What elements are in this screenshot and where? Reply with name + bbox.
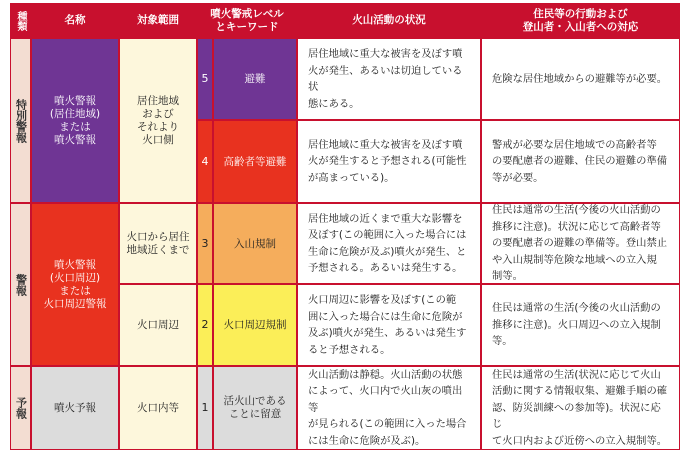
name-eruption-warning-crater (32, 204, 118, 365)
keyword-line: 避難 (244, 73, 266, 85)
kind-special-warning: 特別警報 (11, 39, 30, 202)
level-5-keyword (214, 39, 296, 119)
activity-line: 予想される。あるいは発生する。 (308, 262, 463, 274)
response-line: や入山規制等危険な地域への立入規 (492, 253, 657, 266)
header-kind-label: 種類 (15, 10, 26, 31)
name-line: 噴火警報 (54, 94, 96, 107)
response-line: 等。 (492, 335, 513, 348)
target-line: 火口内等 (137, 402, 179, 414)
level-4-keyword (214, 121, 296, 202)
response-line: 住民は通常の生活(今後の火山活動の (492, 302, 661, 315)
level-2-response (482, 285, 679, 365)
activity-line: ると予想される。 (308, 343, 391, 356)
header-response (482, 4, 679, 37)
name-line: または (59, 120, 91, 133)
keyword-line: 活火山である (223, 395, 287, 407)
name-line: 噴火予報 (54, 402, 96, 414)
level-3-number: 3 (198, 204, 212, 283)
name-line: 火口周辺警報 (43, 297, 107, 310)
response-line: 推移に注意)。状況に応じて高齢者等 (492, 220, 661, 233)
kind-forecast: 予報 (11, 367, 30, 449)
keyword-line: 高齢者等避難 (223, 155, 287, 168)
header-kind (11, 4, 30, 37)
level-2-keyword (214, 285, 296, 365)
header-level-keyword (198, 4, 296, 37)
target-line: 火口から居住 (126, 230, 190, 243)
activity-line: 態にある。 (308, 97, 360, 110)
activity-line: には生命に危険が及ぶ)。 (308, 434, 426, 447)
name-line: (火口周辺) (49, 271, 101, 284)
activity-line: によって、火口内で火山灰の噴出等 (308, 385, 463, 414)
level-3-keyword (214, 204, 296, 283)
level-1-keyword (214, 367, 296, 449)
name-eruption-forecast (32, 367, 118, 449)
target-line: 火口周辺 (137, 319, 179, 331)
header-name: 名称 (32, 4, 118, 37)
header-response-line1: 住民等の行動および (533, 7, 628, 20)
level-4-number: 4 (198, 121, 212, 202)
keyword-line: 火口周辺規制 (223, 319, 287, 331)
activity-line: 囲に入った場合には生命に危険が (308, 310, 463, 323)
level-2-activity (298, 285, 480, 365)
level-4-response (482, 121, 679, 202)
name-eruption-warning-residential (32, 39, 118, 202)
level-2-number: 2 (198, 285, 212, 365)
activity-line: 火が発生、あるいは切迫している状 (308, 64, 463, 93)
activity-line: 火口周辺に影響を及ぼす(この範 (308, 294, 457, 306)
response-line: 等が必要。 (492, 171, 544, 184)
activity-line: 火山活動は静穏。火山活動の状態 (308, 368, 463, 381)
keyword-line: 入山規制 (234, 237, 276, 250)
volcanic-alert-level-table (10, 3, 680, 450)
kind-warning: 警報 (11, 204, 30, 365)
header-target: 対象範囲 (120, 4, 196, 37)
activity-line: 居住地域の近くまで重大な影響を (308, 212, 463, 225)
target-line: 火口側 (142, 133, 174, 146)
level-4-activity (298, 121, 480, 202)
response-line: 住民は通常の生活(今後の火山活動の (492, 204, 661, 217)
target-line: それより (137, 120, 179, 133)
target-residential-and-crater-side (120, 39, 196, 202)
level-5-number: 5 (198, 39, 212, 119)
level-3-response (482, 204, 679, 283)
header-activity: 火山活動の状況 (298, 4, 480, 37)
response-line: 警戒が必要な居住地域での高齢者等 (492, 138, 657, 151)
keyword-line: ことに留意 (228, 408, 282, 420)
activity-line: が見られる(この範囲に入った場合 (308, 418, 467, 431)
level-1-response (482, 367, 679, 449)
response-line: 住民は通常の生活(状況に応じて火山 (492, 368, 661, 381)
target-crater-to-near-residential (120, 204, 196, 283)
level-1-activity (298, 367, 480, 449)
activity-line: 居住地域に重大な被害を及ぼす噴 (308, 138, 463, 151)
response-line: 推移に注意)。火口周辺への立入規制 (492, 318, 661, 331)
response-line: の要配慮者の避難、住民の避難の準備 (492, 155, 668, 168)
response-line: 活動に関する情報収集、避難手順の確 (492, 385, 668, 398)
level-5-response (482, 39, 679, 119)
name-line: 噴火警報 (54, 133, 96, 146)
activity-line: 居住地域に重大な被害を及ぼす噴 (308, 48, 463, 60)
response-line: て火口内および近傍への立入規制等。 (492, 434, 668, 447)
activity-line: 及ぶ)噴火が発生、あるいは発生す (308, 327, 467, 339)
activity-line: 生命に危険が及ぶ)噴火が発生、と (308, 245, 467, 258)
name-line: 噴火警報 (54, 258, 96, 271)
header-response-line2: 登山者・入山者への対応 (522, 20, 639, 33)
response-line: の要配慮者の避難の準備等。登山禁止 (492, 237, 668, 250)
target-line: 地域近くまで (126, 243, 190, 256)
name-line: または (59, 284, 91, 297)
target-line: 居住地域 (137, 94, 179, 107)
activity-line: 火が発生すると予想される(可能性 (308, 155, 467, 168)
target-crater-vicinity (120, 285, 196, 365)
level-1-number: 1 (198, 367, 212, 449)
target-inside-crater (120, 367, 196, 449)
activity-line: 及ぼす(この範囲に入った場合には (308, 229, 467, 241)
header-level-keyword-line2: とキーワード (215, 20, 279, 33)
response-line: 認、防災訓練への参加等)。状況に応じ (492, 401, 661, 431)
response-line: 制等。 (492, 270, 523, 283)
name-line: (居住地域) (49, 107, 101, 120)
level-3-activity (298, 204, 480, 283)
target-line: および (142, 107, 174, 120)
response-line: 危険な居住地域からの避難等が必要。 (492, 72, 668, 85)
level-5-activity (298, 39, 480, 119)
header-level-keyword-line1: 噴火警戒レベル (210, 7, 284, 20)
activity-line: が高まっている)。 (308, 171, 395, 184)
